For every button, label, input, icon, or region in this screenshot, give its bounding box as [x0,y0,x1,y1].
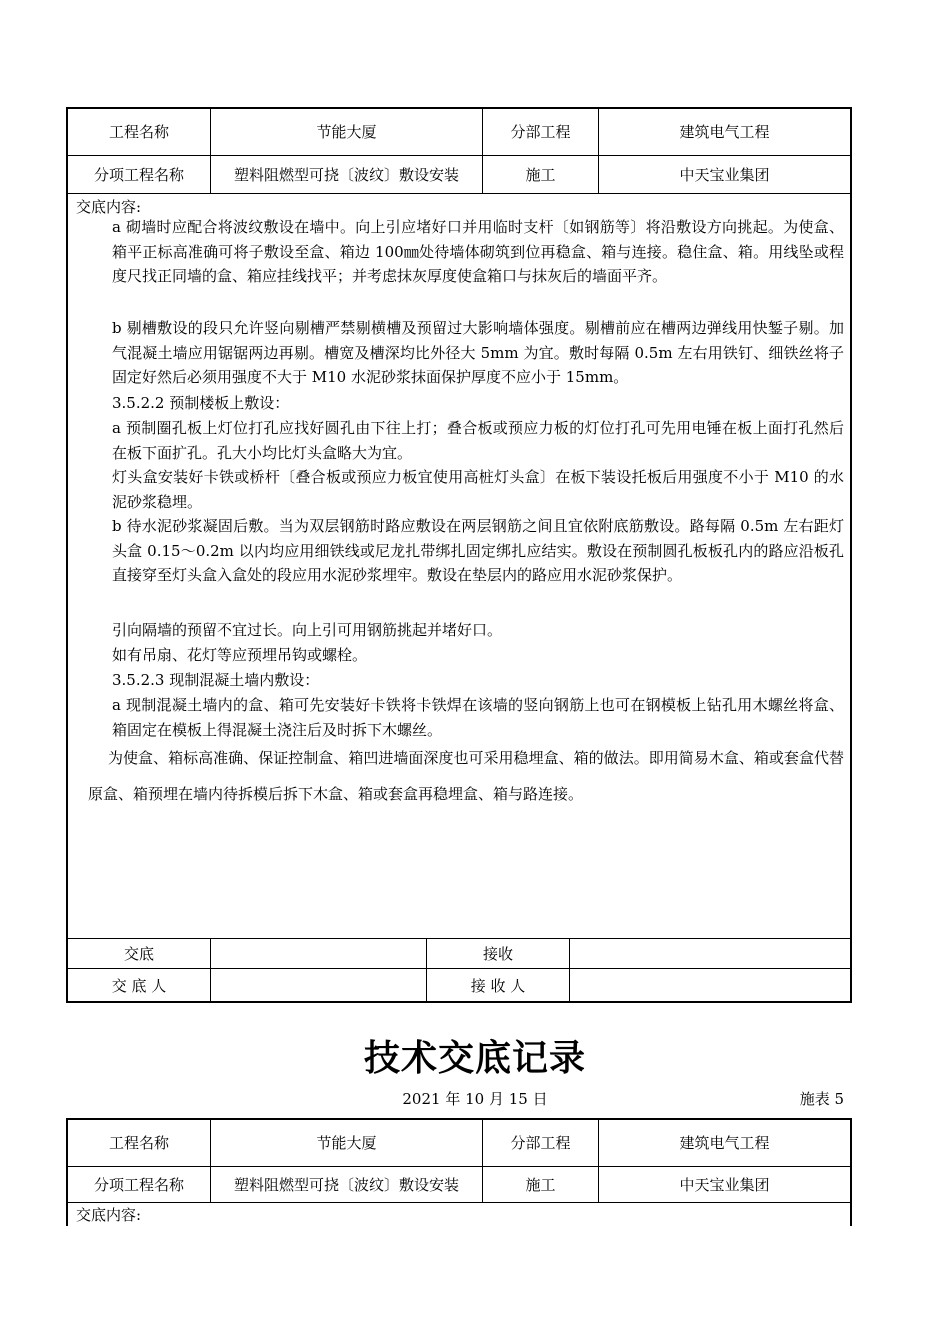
paragraph-4: 灯头盒安装好卡铁或桥杆〔叠合板或预应力板宜使用高桩灯头盒〕在板下装设托板后用强度不小于 M10 的水泥砂浆稳埋。 [112,468,844,511]
receive-person-value[interactable] [570,969,850,1001]
content-label: 交底内容: [76,1206,142,1224]
form-number: 施表 5 [799,1090,844,1108]
table-border [66,107,68,1003]
paragraph-8: a 现制混凝土墙内的盒、箱可先安装好卡铁将卡铁焊在该墙的竖向钢筋上也可在钢模板上钻孔用木螺丝将盒、箱固定在模板上得混凝土浇注后及时拆下木螺丝。 [112,696,844,739]
handover-label: 交底 [123,945,154,963]
content-label: 交底内容: [76,198,142,216]
division-label: 分部工程 [510,1134,571,1152]
paragraph-3: a 预制圈孔板上灯位打孔应找好圆孔由下往上打；叠合板或预应力板的灯位打孔可先用电锤在板上面打孔然后在板下面扩孔。孔大小均比灯头盒略大为宜。 [112,419,844,462]
paragraph-5: b 待水泥砂浆凝固后敷。当为双层钢筋时路应敷设在两层钢筋之间且宜依附底筋敷设。路每隔 0.5m 左右距灯头盒 0.15～0.2m 以内均应用细铁线或尼龙扎带绑扎固定绑扎应结实。敷设在预制圆孔板板孔内的路应沿板孔直接穿至灯头盒入盒处的段应用水泥砂浆埋牢。敷设在垫层内的路应用水泥砂浆保护。 [112,517,844,584]
table-border [850,107,852,1003]
paragraph-1: a 砌墙时应配合将波纹敷设在墙中。向上引应堵好口并用临时支杆〔如钢筋等〕将沿敷设方向挑起。为使盒、箱平正标高准确可将子敷设至盒、箱边 100㎜处待墙体砌筑到位再稳盒、箱与连接。稳住盒、箱。用线坠或程度尺找正同墙的盒、箱应挂线找平；并考虑抹灰厚度使盒箱口与抹灰后的墙面平齐。 [112,218,844,285]
table-border [850,1118,852,1226]
subitem-label: 分项工程名称 [93,1176,184,1194]
handover-person-value[interactable] [211,969,426,1001]
receive-value[interactable] [570,939,850,968]
project-name-value: 节能大厦 [316,123,377,141]
paragraph-2: b 剔槽敷设的段只允许竖向剔槽严禁剔横槽及预留过大影响墙体强度。剔槽前应在槽两边弹线用快錾子剔。加气混凝土墙应用锯锯两边再剔。槽宽及槽深均比外径大 5mm 为宜。敷时每隔 0.5m 左右用铁钉、细铁丝将子固定好然后必须用强度不大于 M10 水泥砂浆抹面保护厚度不应小于 15mm。 [112,319,844,386]
handover-value[interactable] [211,939,426,968]
division-value: 建筑电气工程 [679,1134,770,1152]
project-name-label: 工程名称 [108,1134,169,1152]
subitem-value: 塑料阻燃型可挠〔波纹〕敷设安装 [233,166,459,184]
table-border [66,1001,852,1003]
division-label: 分部工程 [510,123,571,141]
project-name-label: 工程名称 [108,123,169,141]
paragraph-6: 引向隔墙的预留不宜过长。向上引可用钢筋挑起并堵好口。 [112,621,503,639]
division-value: 建筑电气工程 [679,123,770,141]
subitem-value: 塑料阻燃型可挠〔波纹〕敷设安装 [233,1176,459,1194]
handover-person-label: 交 底 人 [111,976,167,995]
table-border [66,193,852,194]
project-name-value: 节能大厦 [316,1134,377,1152]
paragraph-7: 如有吊扇、花灯等应预埋吊钩或螺栓。 [112,646,368,664]
construction-value: 中天宝业集团 [679,1176,770,1194]
final-paragraph: 为使盒、箱标高准确、保证控制盒、箱凹进墙面深度也可采用稳埋盒、箱的做法。即用简易木盒、箱或套盒代替原盒、箱预埋在墙内待拆模后拆下木盒、箱或套盒再稳埋盒、箱与路连接。 [88,749,844,803]
section-heading-3523: 3.5.2.3 现制混凝土墙内敷设： [112,671,320,689]
section-heading-3522: 3.5.2.2 预制楼板上敷设： [112,394,290,412]
construction-label: 施工 [525,1176,556,1194]
receive-label: 接收 [482,945,513,963]
construction-value: 中天宝业集团 [679,166,770,184]
receive-person-label: 接 收 人 [470,976,526,995]
subitem-label: 分项工程名称 [93,166,184,184]
document-date: 2021 年 10 月 15 日 [402,1090,548,1108]
construction-label: 施工 [525,166,556,184]
document-title: 技术交底记录 [363,1037,586,1079]
table-border [66,1202,852,1203]
